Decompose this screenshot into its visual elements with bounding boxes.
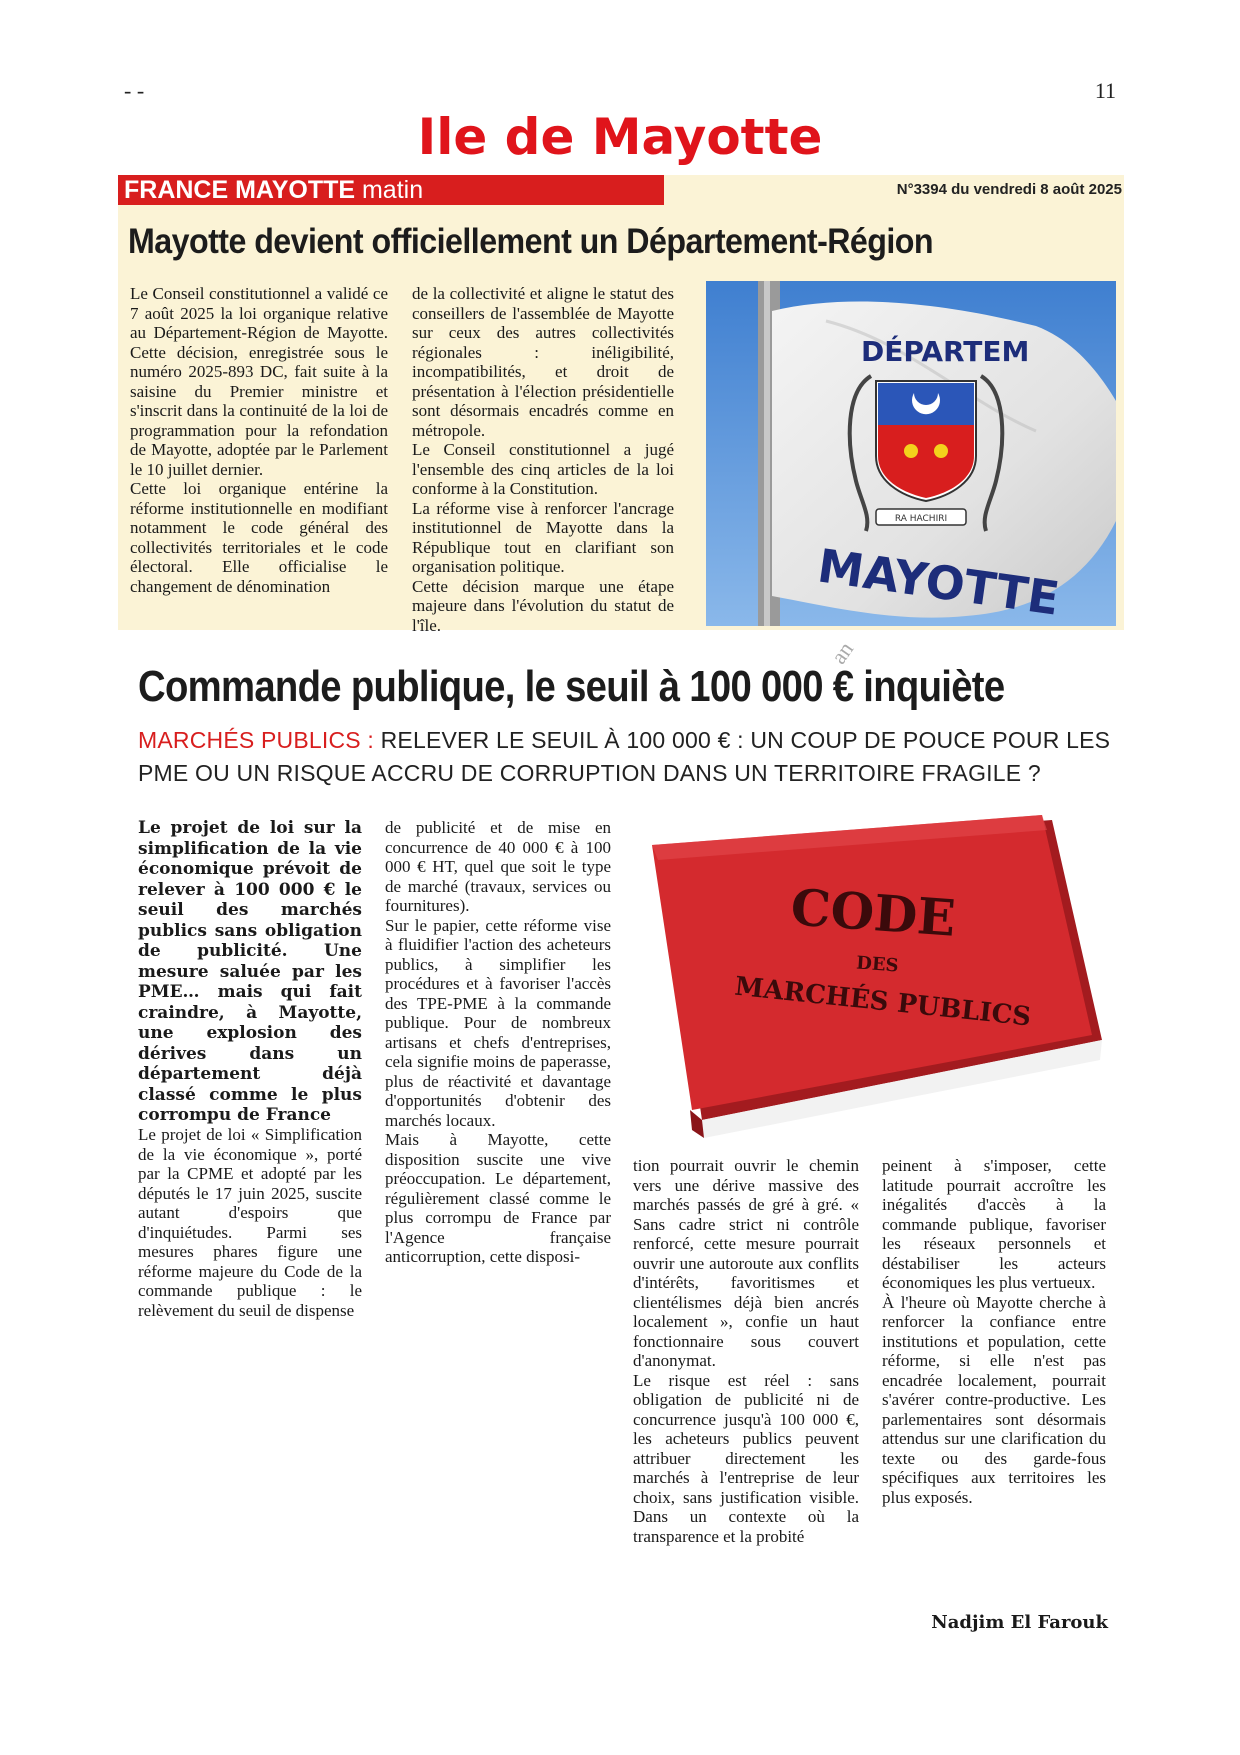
paragraph: Mais à Mayotte, cette disposition suscite une vive préoccupation. Le département, régulièrement classé comme le plus corrompu de France par l'Agence française anticorruption, cette disposi- (385, 1130, 611, 1266)
issue-info: N°3394 du vendredi 8 août 2025 (896, 181, 1122, 198)
article-2-column-1 (138, 1125, 362, 1320)
paragraph: À l'heure où Mayotte cherche à renforcer la confiance entre institutions et population, cette réforme, si elle n'est pas encadrée localement, pourrait s'avérer contre-productive. Les parlementaires sont désormais attendus sur une clarification du texte ou des garde-fous spécifiques aux territoires les plus exposés. (882, 1292, 1106, 1507)
article-1-headline: Mayotte devient officiellement un Département-Région (128, 222, 934, 261)
page-number: 11 (1094, 78, 1116, 103)
article-2-headline: Commande publique, le seuil à 100 000 € inquiète (138, 662, 1005, 711)
mayotte-flag-photo (706, 281, 1116, 626)
paragraph: Le Conseil constitutionnel a validé ce 7 août 2025 la loi organique relative au Département-Région de Mayotte. Cette décision, enregistrée sous le numéro 2025-893 DC, fait suite à la saisine du Premier ministre et s'inscrit dans la continuité de la loi de programmation pour la refondation de Mayotte, adoptée par le Parlement le 10 juillet dernier. (130, 284, 388, 479)
kicker-label: MARCHÉS PUBLICS : (138, 727, 375, 753)
paragraph: Le risque est réel : sans obligation de publicité ni de concurrence jusqu'à 100 000 €, les acheteurs publics peuvent attribuer directement les marchés à l'entreprise de leur choix, sans justification visible. Dans un contexte où la transparence et la probité (633, 1370, 859, 1546)
paragraph: de la collectivité et aligne le statut des conseillers de l'assemblée de Mayotte sur ceux des autres collectivités régionales : inéligibilité, incompatibilités, et droit de présentation à l'élection présidentielle sont désormais encadrés comme en métropole. (412, 284, 674, 440)
article-2-column-2 (385, 818, 611, 1267)
page-marker: - - (124, 78, 145, 103)
book-title-des: DES (855, 952, 900, 977)
kicker-text: RELEVER LE SEUIL À 100 000 € : UN COUP DE POUCE POUR LES PME OU UN RISQUE ACCRU DE CORRUPTION DANS UN TERRITOIRE FRAGILE ? (138, 727, 1111, 786)
article-2-column-4 (882, 1156, 1106, 1507)
paragraph: La réforme vise à renforcer l'ancrage institutionnel de Mayotte dans la République tout en clarifiant son organisation politique. (412, 498, 674, 576)
watermark: an (825, 637, 859, 669)
paragraph: tion pourrait ouvrir le chemin vers une dérive massive des marchés passés de gré à gré. « Sans cadre strict ni contrôle renforcé, cette mesure pourrait ouvrir une autoroute aux conflits d'intérêts, favoritismes et clientélismes déjà bien ancrés localement », confie un haut fonctionnaire sous couvert d'anonymat. (633, 1156, 859, 1370)
page-title: Ile de Mayotte (417, 108, 823, 166)
paragraph: de publicité et de mise en concurrence de 40 000 € à 100 000 € HT, quel que soit le type de marché (travaux, services ou fournitures). (385, 818, 611, 915)
article-2-kicker (138, 724, 1118, 790)
article-1-column-1 (130, 284, 388, 596)
paragraph: Le Conseil constitutionnel a jugé l'ensemble des cinq articles de la loi conforme à la Constitution. (412, 440, 674, 498)
flag-banner-text: RA HACHIRI (894, 514, 948, 524)
book-title-code: CODE (788, 877, 958, 948)
paragraph: Cette décision marque une étape majeure dans l'évolution du statut de l'île. (412, 576, 674, 635)
paragraph: peinent à s'imposer, cette latitude pourrait accroître les inégalités d'accès à la commande publique, favoriser les réseaux personnels et déstabiliser les acteurs économiques les plus vertueux. (882, 1156, 1106, 1292)
masthead-suffix: matin (361, 176, 424, 204)
flag-bottom-text: MAYOTTE (814, 538, 1063, 626)
newspaper-masthead (118, 175, 664, 205)
paragraph: Le projet de loi « Simplification de la vie économique », porté par la CPME et adopté par les députés le 17 juin 2025, suscite autant d'espoirs que d'inquiétudes. Parmi ses mesures phares figure une réforme majeure du Code de la commande publique : le relèvement du seuil de dispense (138, 1125, 362, 1320)
article-2-column-3 (633, 1156, 859, 1546)
paragraph: Sur le papier, cette réforme vise à fluidifier l'action des acheteurs publics, à simplifier les procédures et à favoriser l'accès des TPE-PME à la commande publique. Pour de nombreux artisans et chefs d'entreprises, cela signifie moins de paperasse, plus de réactivité et davantage d'opportunités d'obtenir des marchés locaux. (385, 915, 611, 1130)
masthead-name: FRANCE MAYOTTE (124, 176, 356, 204)
article-2-byline: Nadjim El Farouk (931, 1612, 1108, 1633)
paragraph: Cette loi organique entérine la réforme institutionnelle en modifiant notamment le code général des collectivités territoriales et le code électoral. Elle officialise le changement de dénomination (130, 479, 388, 596)
article-1-column-2 (412, 284, 674, 635)
flag-top-text: DÉPARTEM (861, 335, 1030, 368)
article-2-lead: Le projet de loi sur la simplification de la vie économique prévoit de relever à 100 000 € le seuil des marchés publics sans obligation de publicité. Une mesure saluée par les PME… mais qui fait craindre, à Mayotte, une explosion des dérives dans un département déjà classé comme le plus corrompu de France (138, 818, 362, 1125)
code-marches-publics-book-image (632, 810, 1108, 1140)
book-title-marches: MARCHÉS PUBLICS (733, 971, 1033, 1033)
